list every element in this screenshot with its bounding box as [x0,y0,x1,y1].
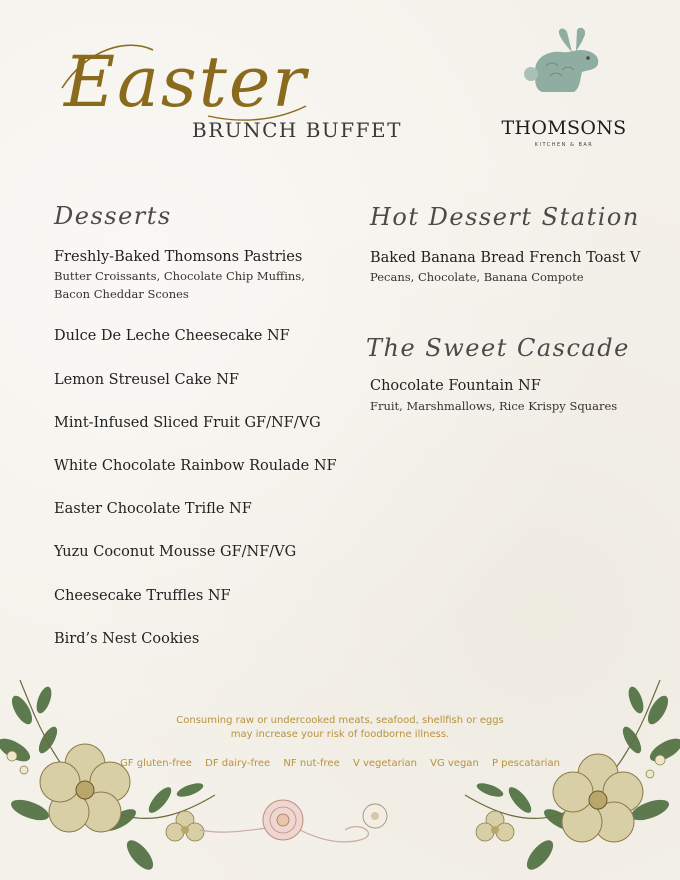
legend-item: NF nut-free [283,758,340,769]
menu-item-name: Mint-Infused Sliced Fruit GF/NF/VG [54,415,321,431]
desserts-heading: Desserts [54,202,172,230]
menu-item-description: Bacon Cheddar Scones [54,287,189,301]
menu-item-name: Bird’s Nest Cookies [54,631,200,647]
menu-item-description: Butter Croissants, Chocolate Chip Muffins, [54,269,305,283]
white-daisy [363,804,387,828]
menu-item-name: Baked Banana Bread French Toast V [370,250,641,266]
legend-item: P pescatarian [491,758,560,769]
legend-item: V vegetarian [352,758,417,769]
right-small-flower [476,811,514,841]
pink-daisy [263,800,303,840]
menu-item-description: Fruit, Marshmallows, Rice Krispy Squares [370,399,618,413]
menu-item-name: Cheesecake Truffles NF [54,588,231,604]
legend-item: GF gluten-free [120,758,192,769]
menu-item-description: Pecans, Chocolate, Banana Compote [370,270,584,284]
menu-item-name: Yuzu Coconut Mousse GF/NF/VG [54,544,297,560]
rabbit-icon [522,26,604,102]
allergen-notice-line1: Consuming raw or undercooked meats, seafood, shellfish or eggs [176,715,504,726]
hot-dessert-station-heading: Hot Dessert Station [370,203,640,231]
menu-item-name: Chocolate Fountain NF [370,378,541,394]
legend-item: VG vegan [430,758,479,769]
left-small-flower [166,811,204,841]
allergen-notice-line2: may increase your risk of foodborne illness. [230,729,450,740]
menu-item-name: Freshly-Baked Thomsons Pastries [54,249,303,265]
easter-title [58,28,318,128]
dietary-legend [0,758,680,769]
logo-name: THOMSONS [501,117,627,139]
brunch-buffet-subtitle: BRUNCH BUFFET [192,118,402,142]
sweet-cascade-heading: The Sweet Cascade [366,334,630,362]
menu-item-name: White Chocolate Rainbow Roulade NF [54,458,337,474]
menu-item-name: Lemon Streusel Cake NF [54,372,239,388]
menu-item-name: Dulce De Leche Cheesecake NF [54,328,290,344]
floral-border [0,670,680,880]
easter-title-text: Easter [64,41,308,123]
legend-item: DF dairy-free [205,758,271,769]
menu-item-name: Easter Chocolate Trifle NF [54,501,252,517]
logo-tagline: KITCHEN & BAR [534,142,594,148]
